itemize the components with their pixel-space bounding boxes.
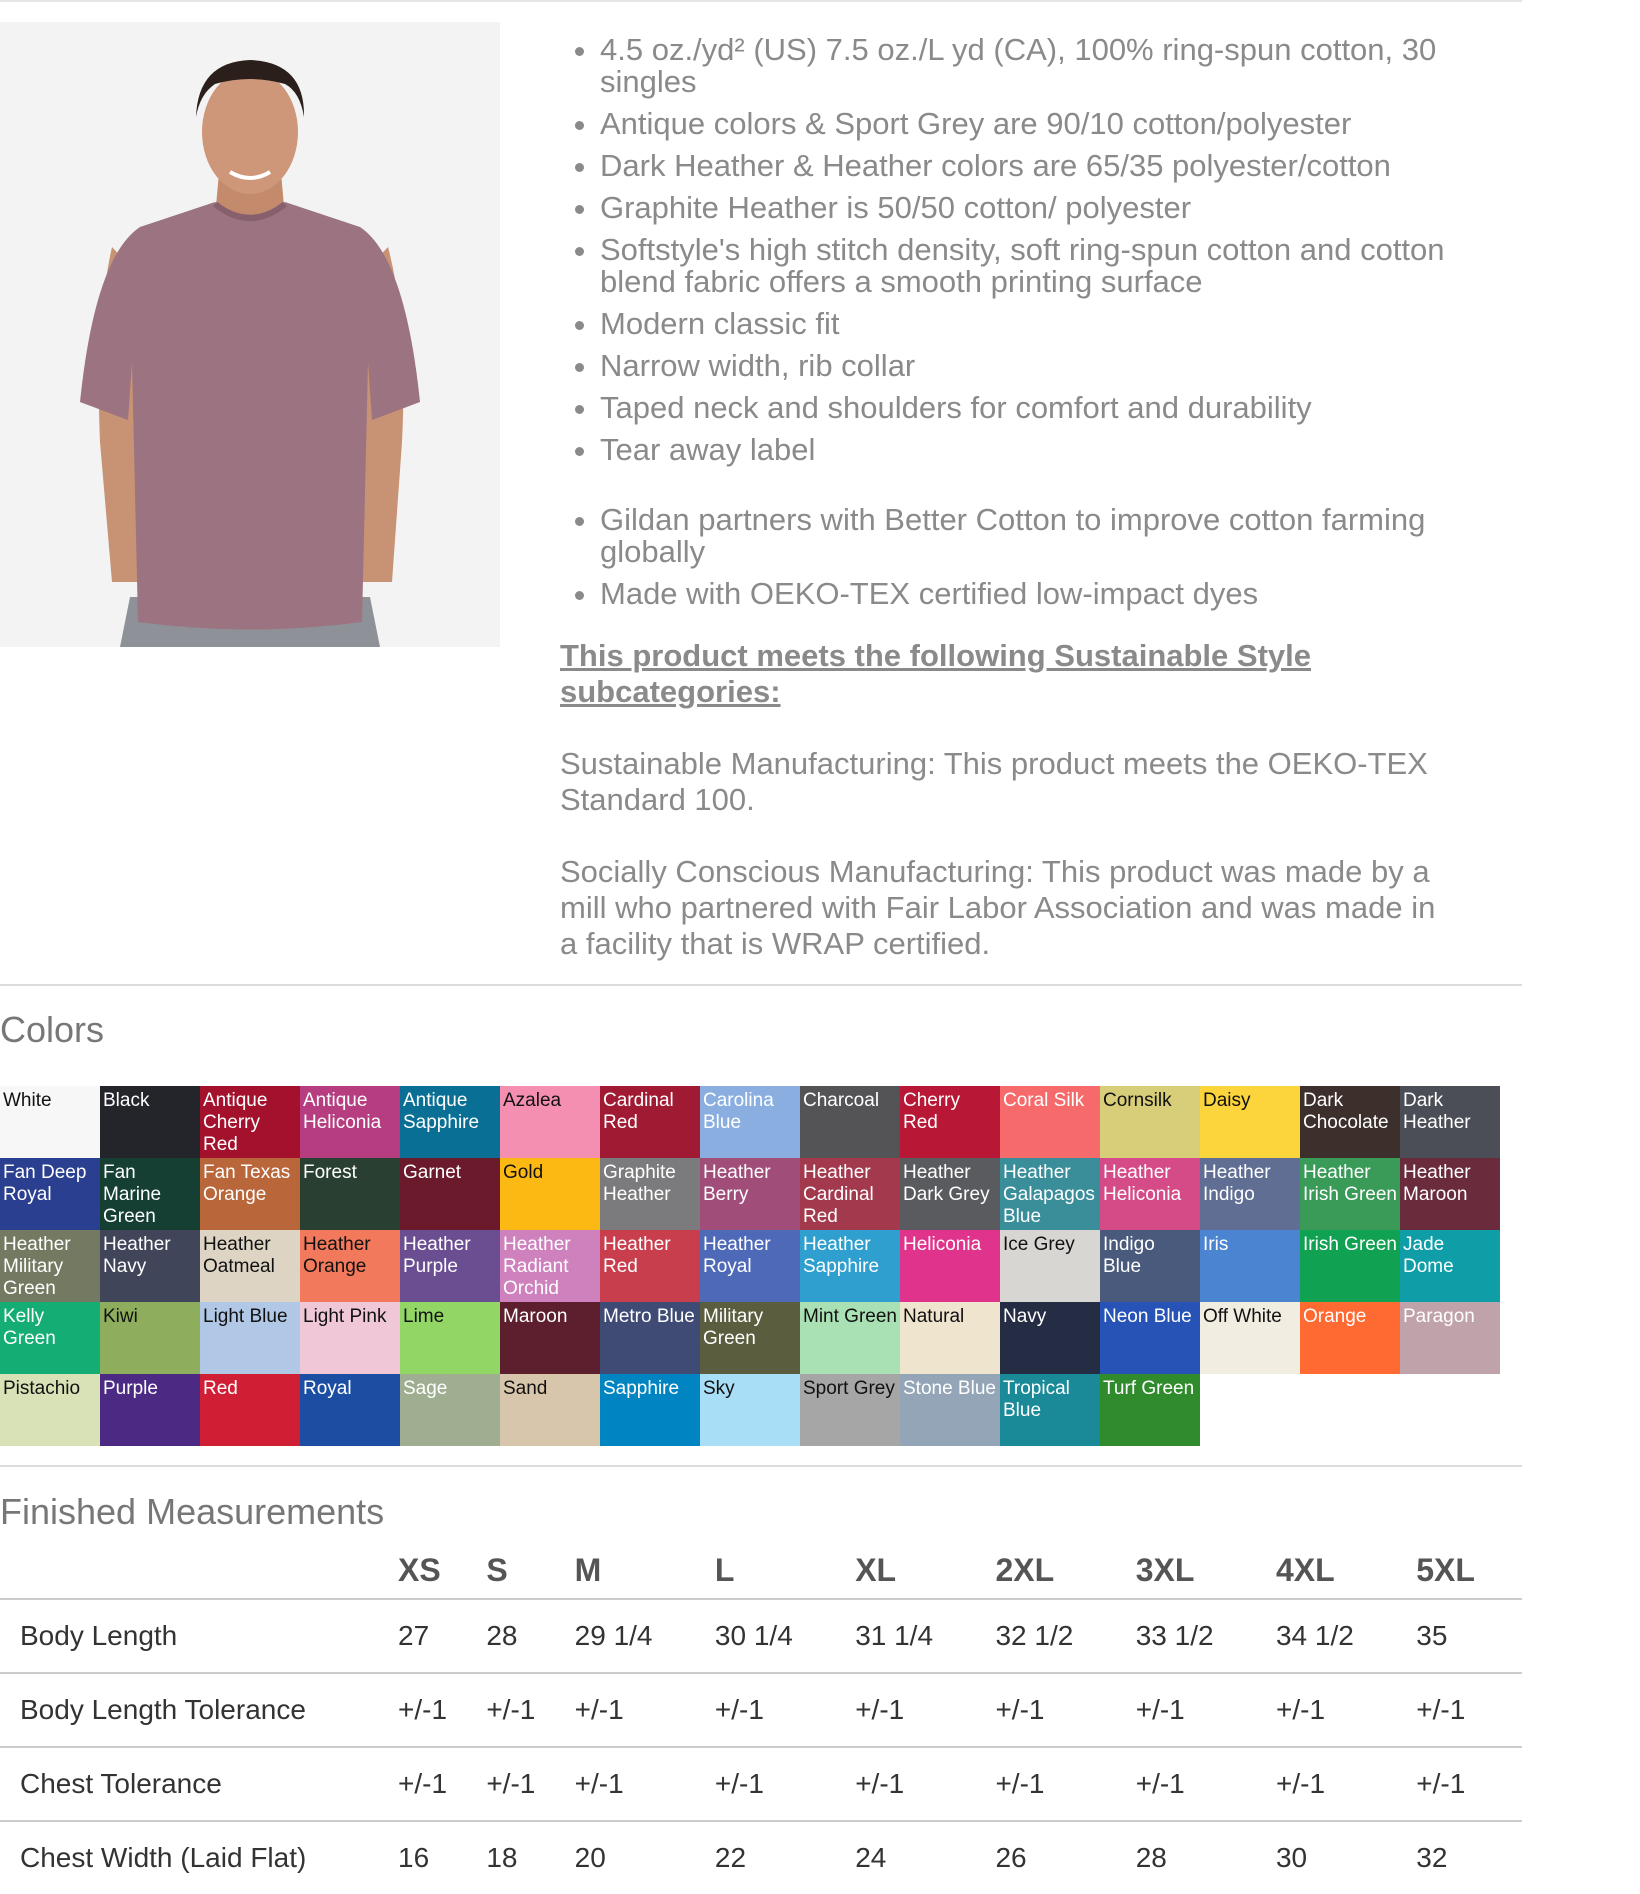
measurement-value: 18 [486,1842,518,1873]
color-swatch[interactable]: Jade Dome [1400,1230,1500,1302]
color-swatch[interactable]: Heather Maroon [1400,1158,1500,1230]
measurement-value: +/-1 [715,1673,855,1747]
color-swatch[interactable]: Sand [500,1374,600,1446]
color-swatch[interactable]: Lime [400,1302,500,1374]
measurement-label: Chest Width (Laid Flat) [20,1842,307,1873]
color-swatch[interactable]: Kiwi [100,1302,200,1374]
color-swatch[interactable]: Antique Sapphire [400,1086,500,1158]
measurement-value: +/-1 [1136,1673,1276,1747]
socially-conscious-text: Socially Conscious Manufacturing: This product was made by a mill who partnered with Fair Labor Association and was made in a facility that is WRAP certified. [560,854,1436,961]
color-swatch[interactable]: Purple [100,1374,200,1446]
measurement-value: +/-1 [855,1747,995,1821]
measurement-value: +/-1 [855,1673,995,1747]
color-swatch[interactable]: Dark Chocolate [1300,1086,1400,1158]
feature-item: • Narrow width, rib collar [600,350,1500,382]
color-swatch[interactable]: Iris [1200,1230,1300,1302]
feature-item: • Tear away label [600,434,1500,466]
color-swatch[interactable]: Carolina Blue [700,1086,800,1158]
measurement-row [0,1821,1522,1894]
color-swatch[interactable]: Cherry Red [900,1086,1000,1158]
measurement-value: 35 [1416,1599,1522,1673]
color-swatch[interactable]: Heather Navy [100,1230,200,1302]
measurement-value: +/-1 [486,1673,574,1747]
color-swatch[interactable]: Stone Blue [900,1374,1000,1446]
features-list [560,34,1500,620]
measurement-value: +/-1 [1276,1747,1416,1821]
color-swatch[interactable]: Forest [300,1158,400,1230]
measurement-value: 24 [855,1842,887,1873]
color-swatch[interactable]: Heather Red [600,1230,700,1302]
color-swatch[interactable]: Coral Silk [1000,1086,1100,1158]
color-swatch[interactable]: Light Pink [300,1302,400,1374]
color-swatch[interactable]: Cardinal Red [600,1086,700,1158]
measurement-value: 34 1/2 [1276,1599,1416,1673]
size-header: XS [398,1542,486,1599]
measurements-heading: Finished Measurements [0,1491,385,1532]
size-header: 5XL [1416,1542,1522,1599]
color-swatch[interactable]: Paragon [1400,1302,1500,1374]
measurement-value: 16 [398,1842,430,1873]
divider-colors [0,984,1522,986]
feature-item: • Softstyle's high stitch density, soft ring-spun cotton and cotton blend fabric offers a smooth printing surface [600,234,1500,298]
color-swatch[interactable]: Azalea [500,1086,600,1158]
measurement-value: 27 [398,1599,486,1673]
size-header: 3XL [1136,1542,1276,1599]
feature-item: • Antique colors & Sport Grey are 90/10 cotton/polyester [600,108,1500,140]
measurements-table [0,1542,1522,1894]
color-swatch[interactable]: Heather Orange [300,1230,400,1302]
size-header-row [0,1542,1522,1599]
color-swatch[interactable]: Heather Purple [400,1230,500,1302]
measurement-value: 31 1/4 [855,1599,995,1673]
color-swatch[interactable]: Tropical Blue [1000,1374,1100,1446]
divider-measurements [0,1465,1522,1467]
color-swatch[interactable]: Red [200,1374,300,1446]
size-header: 4XL [1276,1542,1416,1599]
color-swatch[interactable]: Mint Green [800,1302,900,1374]
feature-item: • Modern classic fit [600,308,1500,340]
measurement-value: +/-1 [995,1747,1135,1821]
color-swatch[interactable]: Turf Green [1100,1374,1200,1446]
measurement-value: +/-1 [1136,1747,1276,1821]
color-swatch[interactable]: Heather Royal [700,1230,800,1302]
size-header-blank [0,1542,398,1599]
color-swatch[interactable]: Heather Military Green [0,1230,100,1302]
measurement-value: +/-1 [398,1673,486,1747]
color-swatch[interactable]: Off White [1200,1302,1300,1374]
sustain-feature-item: • Made with OEKO-TEX certified low-impact dyes [600,578,1500,610]
measurement-value: 32 [1416,1842,1448,1873]
color-swatch[interactable]: Heather Galapagos Blue [1000,1158,1100,1230]
color-swatch[interactable]: Sage [400,1374,500,1446]
measurement-value: +/-1 [575,1747,715,1821]
color-swatch[interactable]: Light Blue [200,1302,300,1374]
feature-item: • 4.5 oz./yd² (US) 7.5 oz./L yd (CA), 100% ring-spun cotton, 30 singles [600,34,1500,98]
color-swatch[interactable]: Indigo Blue [1100,1230,1200,1302]
color-swatch-grid [0,1086,1500,1446]
color-swatch[interactable]: Irish Green [1300,1230,1400,1302]
measurement-row [0,1673,1522,1747]
size-header: L [715,1542,855,1599]
color-swatch[interactable]: Daisy [1200,1086,1300,1158]
measurement-value: +/-1 [1416,1673,1522,1747]
color-swatch[interactable]: Ice Grey [1000,1230,1100,1302]
color-swatch[interactable]: White [0,1086,100,1158]
color-swatch[interactable]: Heather Radiant Orchid [500,1230,600,1302]
measurement-value: +/-1 [486,1747,574,1821]
color-swatch[interactable]: Antique Heliconia [300,1086,400,1158]
color-swatch[interactable]: Sport Grey [800,1374,900,1446]
color-swatch[interactable]: Heather Cardinal Red [800,1158,900,1230]
color-swatch[interactable]: Dark Heather [1400,1086,1500,1158]
color-swatch[interactable]: Black [100,1086,200,1158]
color-swatch[interactable]: Navy [1000,1302,1100,1374]
measurement-value: +/-1 [1276,1673,1416,1747]
feature-item: • Dark Heather & Heather colors are 65/35 polyester/cotton [600,150,1500,182]
color-swatch[interactable]: Graphite Heather [600,1158,700,1230]
measurement-value: +/-1 [1416,1747,1522,1821]
product-photo [0,22,500,647]
measurement-row [0,1747,1522,1821]
color-swatch[interactable]: Heather Irish Green [1300,1158,1400,1230]
size-header: 2XL [995,1542,1135,1599]
sustainable-manufacturing-text: Sustainable Manufacturing: This product meets the OEKO-TEX Standard 100. [560,746,1428,817]
measurement-value: +/-1 [995,1673,1135,1747]
color-swatch[interactable]: Sapphire [600,1374,700,1446]
color-swatch[interactable]: Fan Marine Green [100,1158,200,1230]
measurement-value: 22 [714,1842,747,1873]
color-swatch[interactable]: Pistachio [0,1374,100,1446]
feature-item: • Graphite Heather is 50/50 cotton/ polyester [600,192,1500,224]
color-swatch[interactable]: Heather Oatmeal [200,1230,300,1302]
measurement-value: 28 [1135,1842,1167,1873]
color-swatch[interactable]: Fan Texas Orange [200,1158,300,1230]
color-swatch[interactable]: Heather Indigo [1200,1158,1300,1230]
color-swatch[interactable]: Neon Blue [1100,1302,1200,1374]
color-swatch[interactable]: Sky [700,1374,800,1446]
color-swatch[interactable]: Gold [500,1158,600,1230]
color-swatch[interactable]: Cornsilk [1100,1086,1200,1158]
color-swatch[interactable]: Heather Berry [700,1158,800,1230]
color-swatch[interactable]: Maroon [500,1302,600,1374]
measurement-value: 28 [486,1599,574,1673]
measurement-value: +/-1 [715,1747,855,1821]
feature-item: • Taped neck and shoulders for comfort and durability [600,392,1500,424]
size-header: XL [855,1542,995,1599]
color-swatch[interactable]: Charcoal [800,1086,900,1158]
color-swatch[interactable]: Fan Deep Royal [0,1158,100,1230]
color-swatch[interactable]: Antique Cherry Red [200,1086,300,1158]
measurement-value: 29 1/4 [575,1599,715,1673]
size-header: M [575,1542,715,1599]
color-swatch[interactable]: Heliconia [900,1230,1000,1302]
top-divider [0,0,1522,2]
color-swatch[interactable]: Military Green [700,1302,800,1374]
sustainable-style-heading: This product meets the following Sustainable Style subcategories: [560,638,1311,709]
measurement-label: Chest Tolerance [0,1747,398,1821]
size-header: S [486,1542,574,1599]
sustain-feature-item: • Gildan partners with Better Cotton to improve cotton farming globally [600,504,1500,568]
color-swatch[interactable]: Metro Blue [600,1302,700,1374]
measurement-label: Body Length [0,1599,398,1673]
measurement-row [0,1599,1522,1673]
measurement-value: 20 [574,1842,606,1873]
measurement-value: 33 1/2 [1136,1599,1276,1673]
color-swatch[interactable]: Heather Sapphire [800,1230,900,1302]
color-swatch[interactable]: Natural [900,1302,1000,1374]
color-swatch[interactable]: Royal [300,1374,400,1446]
model-wearing-tshirt-image [0,22,500,647]
measurement-label: Body Length Tolerance [0,1673,398,1747]
colors-heading: Colors [0,1009,105,1050]
measurement-value: 30 [1275,1842,1308,1873]
measurement-value: +/-1 [398,1747,486,1821]
measurement-value: +/-1 [575,1673,715,1747]
color-swatch[interactable]: Garnet [400,1158,500,1230]
measurement-value: 30 1/4 [715,1599,855,1673]
color-swatch[interactable]: Kelly Green [0,1302,100,1374]
color-swatch[interactable]: Heather Dark Grey [900,1158,1000,1230]
measurement-value: 26 [995,1842,1027,1873]
measurements-body [0,1599,1522,1894]
measurement-value: 32 1/2 [995,1599,1135,1673]
color-swatch[interactable]: Orange [1300,1302,1400,1374]
color-swatch[interactable]: Heather Heliconia [1100,1158,1200,1230]
